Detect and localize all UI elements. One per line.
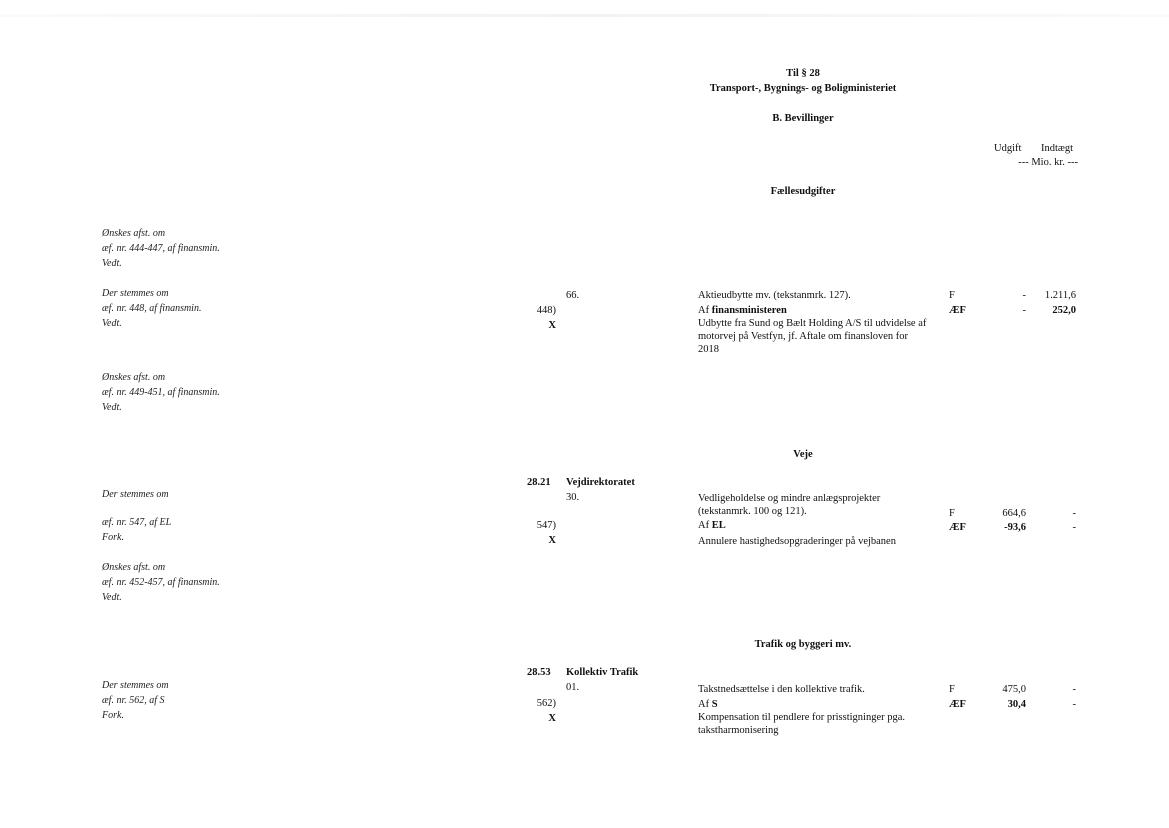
note-line: æf. nr. 444-447, af finansmin.: [102, 243, 220, 254]
note-line: æf. nr. 547, af EL: [102, 517, 172, 528]
proposer-prefix: Af: [698, 520, 712, 531]
line-code: ÆF: [949, 305, 966, 316]
line-indtaegt: 1.211,6: [1044, 290, 1076, 301]
amendment-proposer: [698, 697, 718, 712]
line-indtaegt: -: [1072, 699, 1076, 710]
paragraph-title: Kollektiv Trafik: [566, 667, 639, 678]
proposer-name: finansministeren: [711, 305, 787, 316]
line-code: F: [949, 684, 955, 695]
amendment-marker: X: [548, 320, 556, 331]
proposer-prefix: Af: [698, 699, 712, 710]
note-line: æf. nr. 448, af finansmin.: [102, 303, 202, 314]
account-number: 01.: [566, 682, 580, 693]
note-line: Der stemmes om: [102, 680, 169, 691]
note-line: Ønskes afst. om: [102, 228, 166, 239]
amendment-description: Udbytte fra Sund og Bælt Holding A/S til udvidelse af motorvej på Vestfyn, jf. Aftale om finansloven for 2018: [698, 318, 927, 355]
amendment-marker: X: [548, 713, 556, 724]
section-title-veje: Veje: [793, 449, 813, 460]
line-code: ÆF: [949, 699, 966, 710]
note-line: Vedt.: [102, 402, 122, 413]
note-4: [102, 487, 169, 502]
amendment-marker: X: [548, 535, 556, 546]
note-line: Fork.: [102, 710, 124, 721]
amendment-proposer: [698, 303, 787, 318]
ministry-heading: Transport-, Bygnings- og Boligministeriet: [709, 83, 897, 94]
account-number: 30.: [566, 492, 580, 503]
note-5: [102, 515, 171, 545]
line-indtaegt: 252,0: [1052, 305, 1076, 316]
note-line: Fork.: [102, 532, 124, 543]
note-7: [102, 678, 169, 723]
line-indtaegt: -: [1072, 508, 1076, 519]
note-line: æf. nr. 449-451, af finansmin.: [102, 387, 220, 398]
line-udgift: 664,6: [1002, 508, 1026, 519]
note-3: [102, 370, 220, 415]
account-number: 66.: [566, 290, 580, 301]
column-header-udgift: Udgift: [994, 143, 1022, 154]
line-code: F: [949, 508, 955, 519]
line-text: (tekstanmrk. 100 og 121).: [698, 506, 807, 517]
paragraph-title: Vejdirektoratet: [566, 477, 635, 488]
part-heading: B. Bevillinger: [772, 113, 834, 124]
line-code: ÆF: [949, 522, 966, 533]
line-udgift: -: [1022, 290, 1026, 301]
section-title-faelles: Fællesudgifter: [770, 186, 836, 197]
note-line: æf. nr. 562, af S: [102, 695, 165, 706]
section-heading: Til § 28: [786, 68, 820, 79]
amendment-number: 562): [536, 698, 556, 709]
note-1: [102, 226, 220, 271]
unit-label: --- Mio. kr. ---: [1018, 157, 1078, 168]
proposer-name: EL: [711, 520, 726, 531]
amendment-number: 448): [536, 305, 556, 316]
amendment-description: Kompensation til pendlere for prisstigninger pga. takstharmonisering: [698, 712, 906, 736]
proposer-name: S: [711, 699, 718, 710]
column-header-indtaegt: Indtægt: [1041, 143, 1074, 154]
note-line: Der stemmes om: [102, 288, 169, 299]
scan-edge-line: [0, 14, 1169, 17]
paragraph-number: 28.21: [527, 477, 551, 488]
proposer-prefix: Af: [698, 305, 712, 316]
line-udgift: -93,6: [1004, 522, 1026, 533]
note-6: [102, 560, 220, 605]
amendment-number: 547): [536, 520, 556, 531]
note-line: Vedt.: [102, 318, 122, 329]
line-text: Aktieudbytte mv. (tekstanmrk. 127).: [698, 290, 851, 301]
note-2: [102, 286, 201, 331]
note-line: Der stemmes om: [102, 489, 169, 500]
line-text: Vedligeholdelse og mindre anlægsprojekter: [698, 493, 881, 504]
line-indtaegt: -: [1072, 684, 1076, 695]
amendment-proposer: [698, 518, 726, 533]
note-line: Vedt.: [102, 592, 122, 603]
note-line: æf. nr. 452-457, af finansmin.: [102, 577, 220, 588]
line-udgift: 475,0: [1002, 684, 1026, 695]
line-text: Takstnedsættelse i den kollektive trafik.: [698, 684, 865, 695]
note-line: Ønskes afst. om: [102, 372, 166, 383]
line-indtaegt: -: [1072, 522, 1076, 533]
note-line: Ønskes afst. om: [102, 562, 166, 573]
section-title-trafik: Trafik og byggeri mv.: [754, 639, 852, 650]
line-code: F: [949, 290, 955, 301]
line-udgift: 30,4: [1007, 699, 1026, 710]
paragraph-number: 28.53: [527, 667, 551, 678]
amendment-description: Annulere hastighedsopgraderinger på vejbanen: [698, 536, 896, 547]
note-line: Vedt.: [102, 258, 122, 269]
line-udgift: -: [1022, 305, 1026, 316]
